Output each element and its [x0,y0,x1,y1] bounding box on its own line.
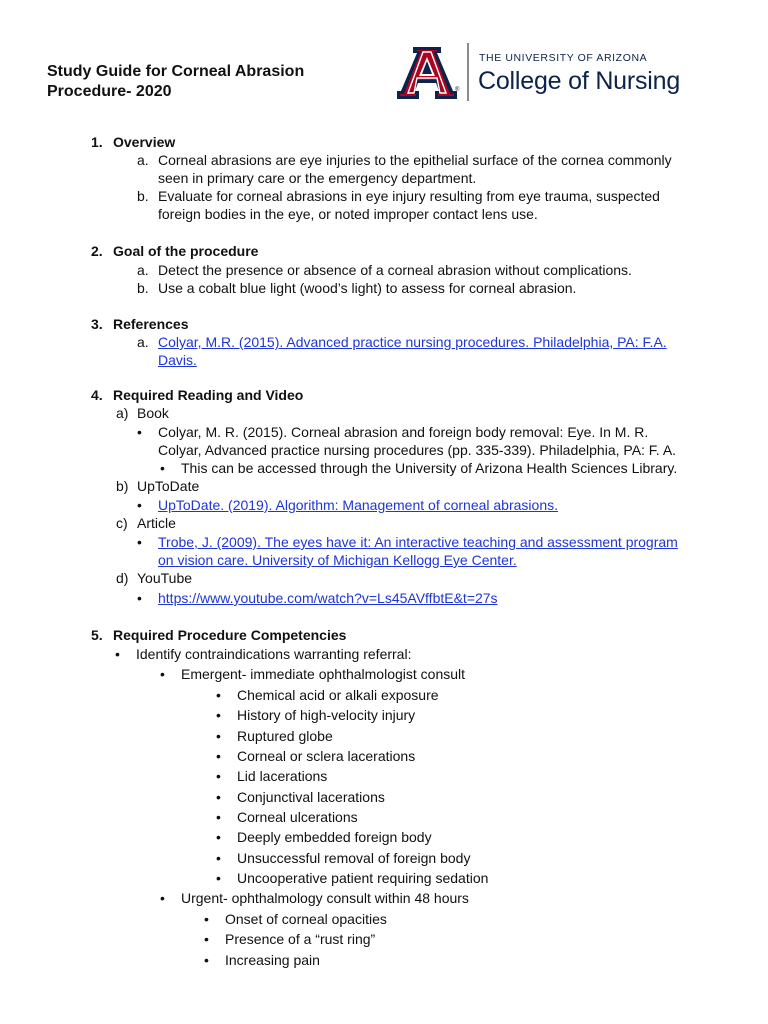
section-5-number: 5. [91,627,103,643]
section-2-number: 2. [91,243,103,259]
bullet-icon: • [137,534,142,550]
title-line-2: Procedure- 2020 [47,83,172,100]
section-1-number: 1. [91,134,103,150]
list-item: Unsuccessful removal of foreign body [237,850,471,866]
section-4-number: 4. [91,387,103,403]
document-title [47,62,304,102]
reference-a-link-line1[interactable]: Colyar, M.R. (2015). Advanced practice nursing procedures. Philadelphia, PA: F.A. [158,334,667,350]
reading-youtube-marker: d) [116,570,129,586]
registered-mark: ® [455,87,460,93]
goal-a-text: Detect the presence or absence of a corneal abrasion without complications. [158,262,632,278]
book-citation-line2: Colyar, Advanced practice nursing procedures (pp. 335-339). Philadelphia, PA: F. A. [158,442,677,458]
bullet-icon: • [216,748,221,764]
goal-b-text: Use a cobalt blue light (wood’s light) to assess for corneal abrasion. [158,280,577,296]
overview-b-line2: foreign bodies in the eye, or noted improper contact lens use. [158,206,538,222]
reading-article-marker: c) [116,515,128,531]
reading-article-label: Article [137,515,176,531]
book-access-note: This can be accessed through the University of Arizona Health Sciences Library. [181,460,678,476]
reading-uptodate-label: UpToDate [137,478,200,494]
logo-divider [467,43,469,101]
section-1-heading: Overview [113,134,176,150]
bullet-icon: • [137,424,142,440]
reference-a-link-line2[interactable]: Davis. [158,352,197,368]
bullet-icon: • [204,931,209,947]
bullet-icon: • [204,952,209,968]
list-item: Deeply embedded foreign body [237,829,432,845]
section-5-heading: Required Procedure Competencies [113,627,347,643]
list-item: Corneal or sclera lacerations [237,748,416,764]
article-link-line1[interactable]: Trobe, J. (2009). The eyes have it: An interactive teaching and assessment program [158,534,678,550]
reading-uptodate-marker: b) [116,478,129,494]
bullet-icon: • [216,870,221,886]
bullet-icon: • [115,646,120,662]
bullet-icon: • [160,890,165,906]
overview-a-line1: Corneal abrasions are eye injuries to the epithelial surface of the cornea commonly [158,152,672,168]
competencies-intro: Identify contraindications warranting referral: [136,646,412,662]
goal-a-marker: a. [137,262,149,278]
reading-book-marker: a) [116,405,129,421]
overview-b-line1: Evaluate for corneal abrasions in eye injury resulting from eye trauma, suspected [158,188,660,204]
bullet-icon: • [216,809,221,825]
list-item: Increasing pain [225,952,320,968]
reading-book-label: Book [137,405,169,421]
overview-a-marker: a. [137,152,149,168]
title-line-1: Study Guide for Corneal Abrasion [47,63,305,80]
arizona-a-logo-icon [393,43,461,101]
overview-a-line2: seen in primary care or the emergency department. [158,170,477,186]
bullet-icon: • [160,666,165,682]
emergent-label: Emergent- immediate ophthalmologist consult [181,666,466,682]
list-item: Ruptured globe [237,728,333,744]
bullet-icon: • [204,911,209,927]
bullet-icon: • [216,789,221,805]
bullet-icon: • [216,768,221,784]
college-name: College of Nursing [478,67,681,95]
bullet-icon: • [137,497,142,513]
bullet-icon: • [216,728,221,744]
bullet-icon: • [137,590,142,606]
reference-a-marker: a. [137,334,149,350]
uptodate-link[interactable]: UpToDate. (2019). Algorithm: Management of corneal abrasions. [158,497,558,513]
youtube-link[interactable]: https://www.youtube.com/watch?v=Ls45AVffbtE&t=27s [158,590,498,606]
overview-b-marker: b. [137,188,149,204]
list-item: Corneal ulcerations [237,809,358,825]
section-2-heading: Goal of the procedure [113,243,259,259]
section-3-heading: References [113,316,189,332]
list-item: History of high-velocity injury [237,707,416,723]
list-item: Chemical acid or alkali exposure [237,687,439,703]
bullet-icon: • [216,707,221,723]
section-4-heading: Required Reading and Video [113,387,304,403]
university-logo [393,43,693,103]
list-item: Uncooperative patient requiring sedation [237,870,489,886]
goal-b-marker: b. [137,280,149,296]
bullet-icon: • [216,687,221,703]
bullet-icon: • [216,850,221,866]
list-item: Lid lacerations [237,768,328,784]
urgent-label: Urgent- ophthalmology consult within 48 hours [181,890,469,906]
list-item: Presence of a “rust ring” [225,931,376,947]
reading-youtube-label: YouTube [137,570,193,586]
bullet-icon: • [216,829,221,845]
list-item: Conjunctival lacerations [237,789,385,805]
university-name: THE UNIVERSITY OF ARIZONA [479,52,648,64]
bullet-icon: • [160,460,165,476]
book-citation-line1: Colyar, M. R. (2015). Corneal abrasion and foreign body removal: Eye. In M. R. [158,424,649,440]
list-item: Onset of corneal opacities [225,911,387,927]
article-link-line2[interactable]: on vision care. University of Michigan Kellogg Eye Center. [158,552,517,568]
section-3-number: 3. [91,316,103,332]
